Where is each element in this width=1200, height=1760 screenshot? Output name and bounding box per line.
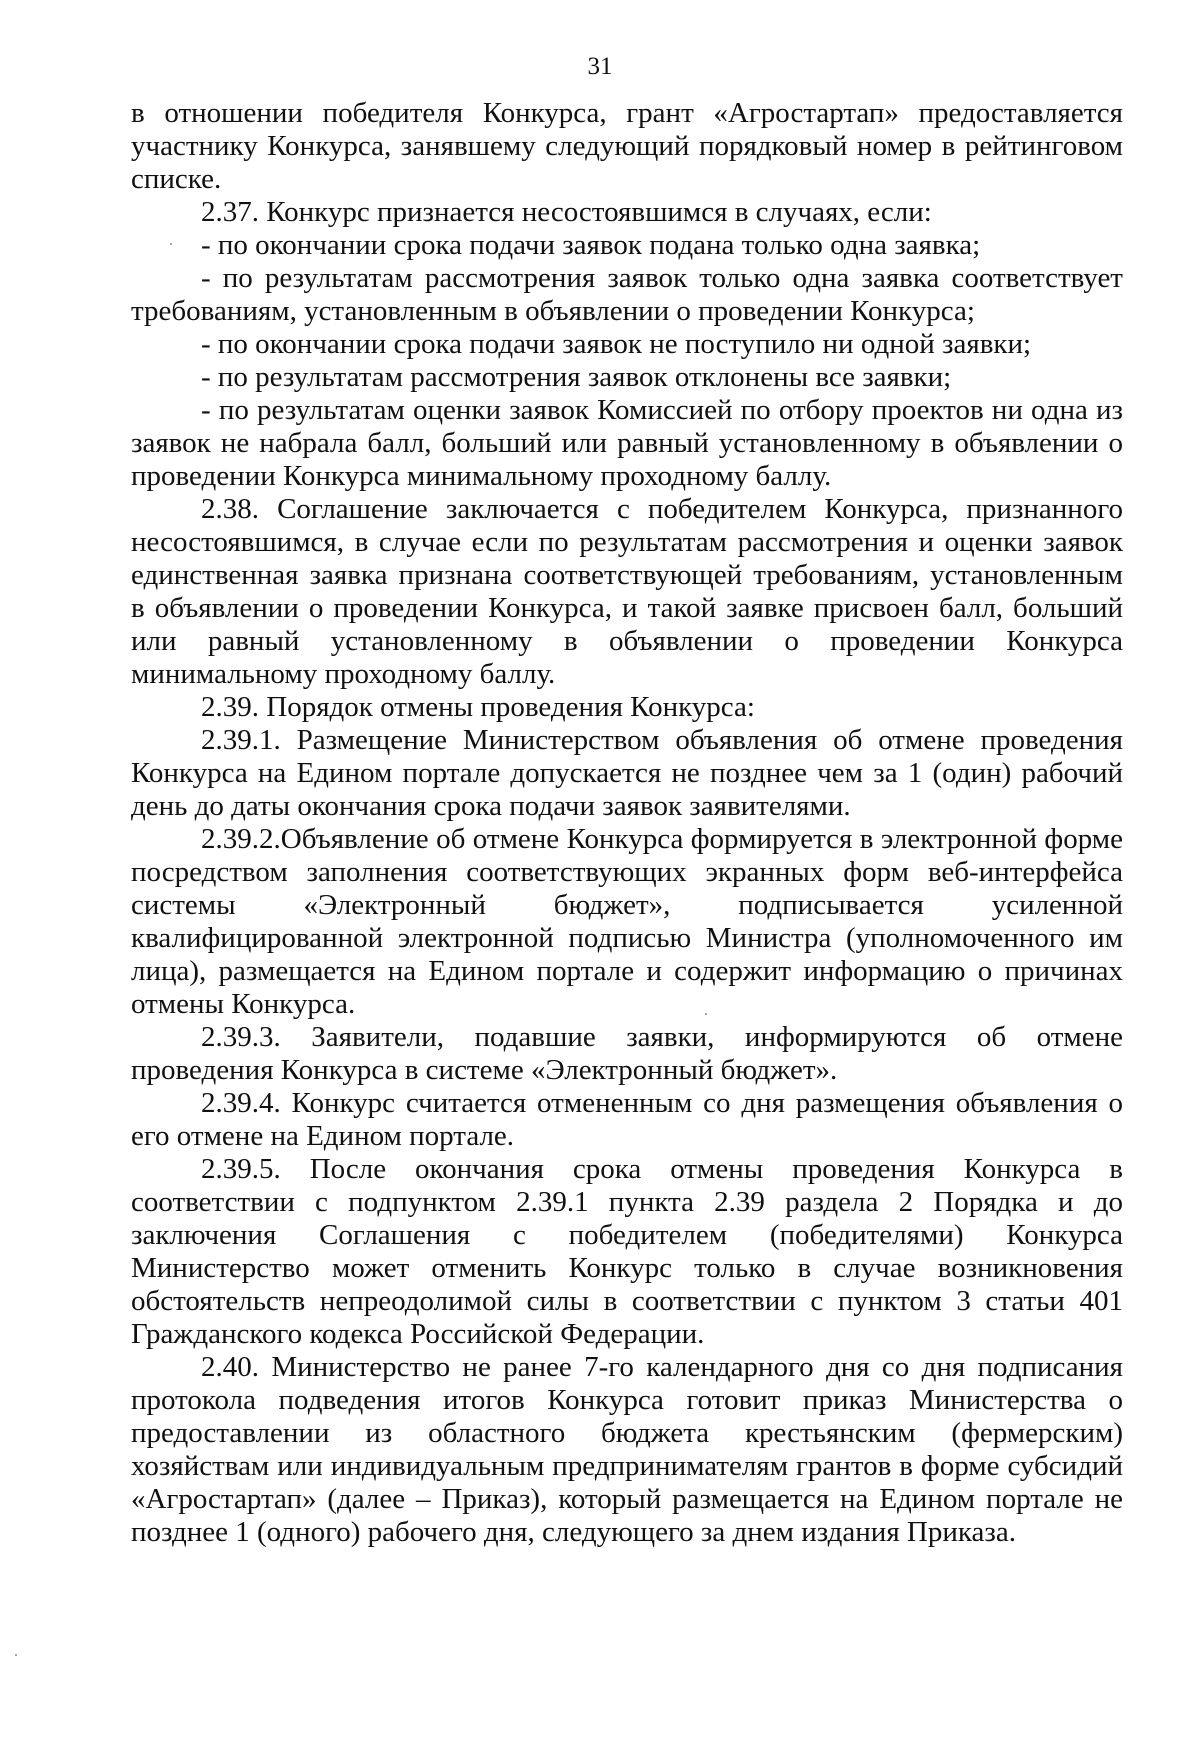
scan-speck <box>170 243 172 245</box>
page-number: 31 <box>587 53 613 80</box>
list-item-one-compliant: - по результатам рассмотрения заявок только одна заявка соответствует требованиям, установленным в объявлении о проведении Конкурса; <box>131 262 1123 327</box>
paragraph-2-39-1: 2.39.1. Размещение Министерством объявления об отмене проведения Конкурса на Едином портале допускается не позднее чем за 1 (один) рабочий день до даты окончания срока подачи заявок заявителями. <box>131 724 1123 822</box>
paragraph-continuation: в отношении победителя Конкурса, грант «Агростартап» предоставляется участнику Конкурса, занявшему следующий порядковый номер в рейтинговом списке. <box>131 97 1123 195</box>
paragraph-2-39-2: 2.39.2.Объявление об отмене Конкурса формируется в электронной форме посредством заполнения соответствующих экранных форм веб-интерфейса системы «Электронный бюджет», подписывается усиленной квалифицированной электронной подписью Министра (уполномоченного им лица), размещается на Едином портале и содержит информацию о причинах отмены Конкурса. <box>131 823 1123 1020</box>
list-item-all-rejected: - по результатам рассмотрения заявок отклонены все заявки; <box>201 361 952 393</box>
paragraph-2-40: 2.40. Министерство не ранее 7-го календарного дня со дня подписания протокола подведения итогов Конкурса готовит приказ Министерства о предоставлении из областного бюджета крестьянским (фермерским) хозяйствам или индивидуальным предпринимателям грантов в форме субсидий «Агростартап» (далее – Приказ), который размещается на Едином портале не позднее 1 (одного) рабочего дня, следующего за днем издания Приказа. <box>131 1351 1123 1548</box>
list-item-no-applications: - по окончании срока подачи заявок не поступило ни одной заявки; <box>201 328 1032 360</box>
paragraph-2-39: 2.39. Порядок отмены проведения Конкурса: <box>201 691 755 723</box>
paragraph-2-38: 2.38. Соглашение заключается с победителем Конкурса, признанного несостоявшимся, в случае если по результатам рассмотрения и оценки заявок единственная заявка признана соответствующей требованиям, установленным в объявлении о проведении Конкурса, и такой заявке присвоен балл, больший или равный установленному в объявлении о проведении Конкурса минимальному проходному баллу. <box>131 493 1123 690</box>
list-item-one-application: - по окончании срока подачи заявок подана только одна заявка; <box>201 229 981 261</box>
scan-speck <box>15 1654 17 1656</box>
paragraph-2-39-5: 2.39.5. После окончания срока отмены проведения Конкурса в соответствии с подпунктом 2.39.1 пункта 2.39 раздела 2 Порядка и до заключения Соглашения с победителем (победителями) Конкурса Министерство может отменить Конкурс только в случае возникновения обстоятельств непреодолимой силы в соответствии с пунктом 3 статьи 401 Гражданского кодекса Российской Федерации. <box>131 1153 1123 1350</box>
paragraph-2-39-3: 2.39.3. Заявители, подавшие заявки, информируются об отмене проведения Конкурса в системе «Электронный бюджет». <box>131 1021 1123 1086</box>
document-body <box>131 97 1123 1549</box>
scan-speck <box>705 1013 707 1015</box>
paragraph-2-39-4: 2.39.4. Конкурс считается отмененным со дня размещения объявления о его отмене на Едином портале. <box>131 1087 1123 1152</box>
paragraph-2-37: 2.37. Конкурс признается несостоявшимся в случаях, если: <box>201 196 932 228</box>
list-item-min-score: - по результатам оценки заявок Комиссией по отбору проектов ни одна из заявок не набрала балл, больший или равный установленному в объявлении о проведении Конкурса минимальному проходному баллу. <box>131 394 1123 492</box>
